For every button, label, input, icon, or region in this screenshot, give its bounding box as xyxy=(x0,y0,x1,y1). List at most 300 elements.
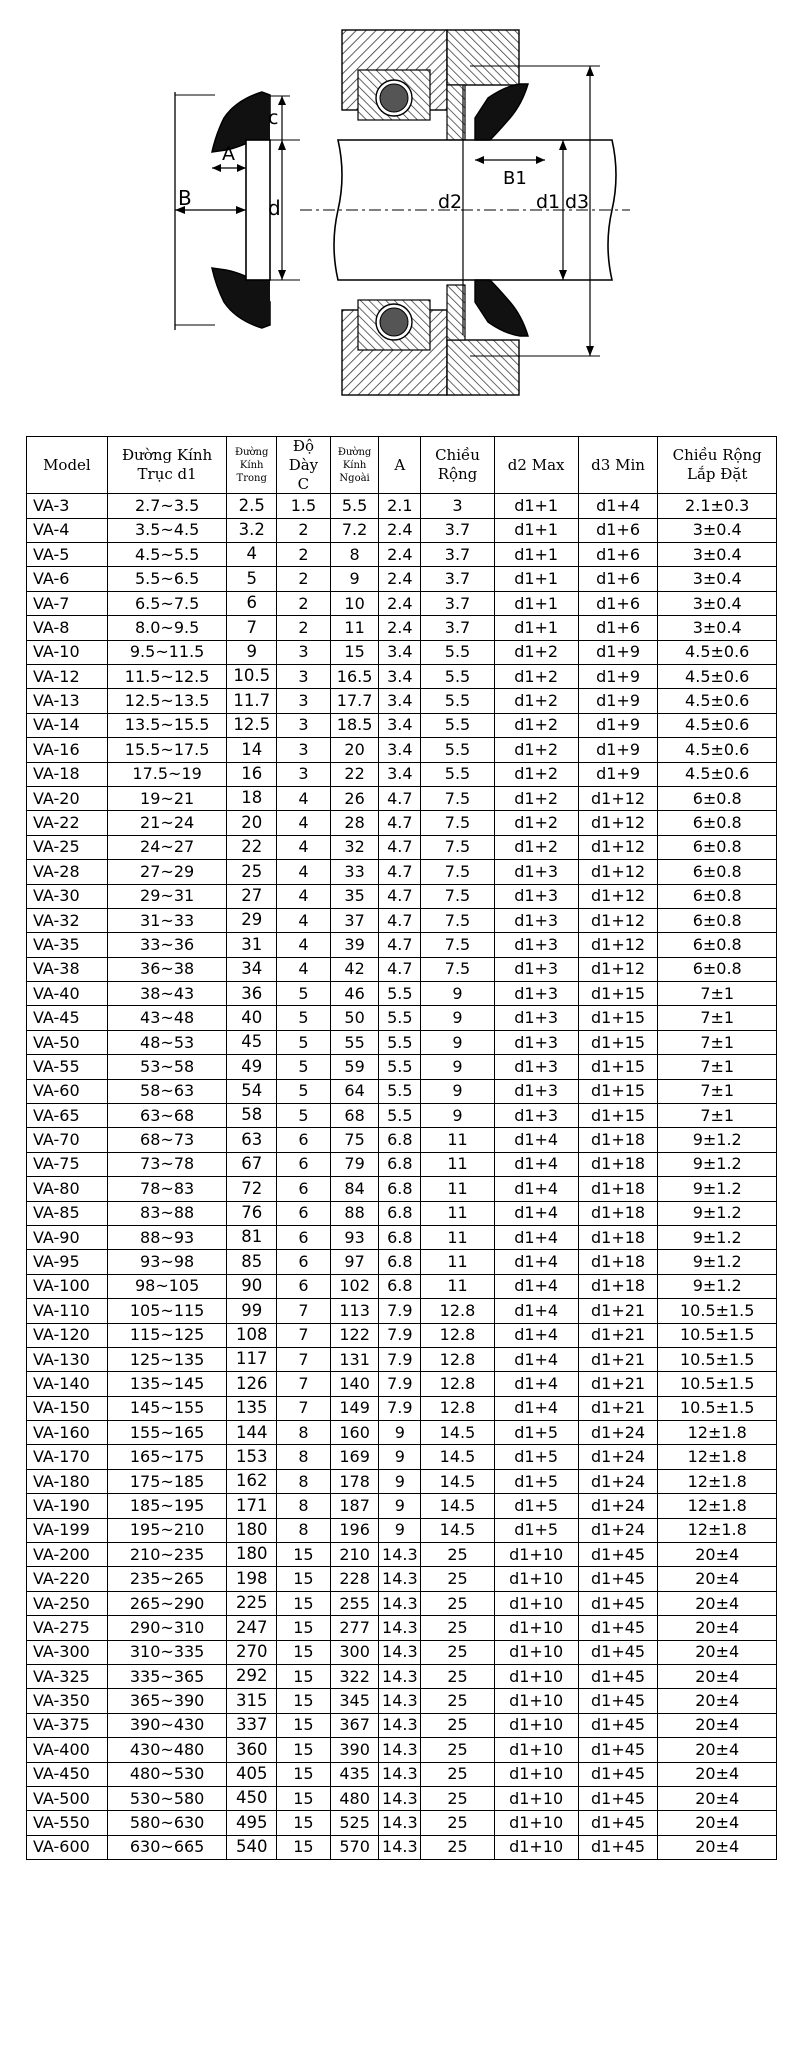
v-ring-cross-section xyxy=(175,92,300,330)
cell-a: 14.3 xyxy=(379,1835,421,1859)
cell-width: 7.5 xyxy=(421,835,494,859)
cell-outer-diameter: 50 xyxy=(330,1006,378,1030)
cell-install-width: 20±4 xyxy=(658,1738,777,1762)
cell-thickness: 5 xyxy=(276,1079,330,1103)
table-row xyxy=(27,1274,777,1298)
cell-install-width: 9±1.2 xyxy=(658,1225,777,1249)
table-row xyxy=(27,1128,777,1152)
table-row xyxy=(27,1518,777,1542)
cell-thickness: 15 xyxy=(276,1786,330,1810)
cell-d2-max: d1+4 xyxy=(494,1177,578,1201)
cell-install-width: 9±1.2 xyxy=(658,1128,777,1152)
header-d2-max: d2 Max xyxy=(494,437,578,494)
table-row xyxy=(27,884,777,908)
cell-d2-max: d1+1 xyxy=(494,591,578,615)
cell-d2-max: d1+2 xyxy=(494,640,578,664)
cell-width: 5.5 xyxy=(421,640,494,664)
cell-inner-diameter: 27 xyxy=(227,884,277,908)
cell-d3-min: d1+15 xyxy=(578,1104,658,1128)
cell-d3-min: d1+18 xyxy=(578,1152,658,1176)
cell-shaft-diameter: 27~29 xyxy=(107,860,227,884)
cell-outer-diameter: 46 xyxy=(330,982,378,1006)
cell-inner-diameter: 540 xyxy=(227,1835,277,1859)
cell-a: 6.8 xyxy=(379,1250,421,1274)
cell-d2-max: d1+10 xyxy=(494,1835,578,1859)
cell-a: 14.3 xyxy=(379,1811,421,1835)
cell-d3-min: d1+45 xyxy=(578,1640,658,1664)
cell-model: VA-160 xyxy=(27,1421,108,1445)
cell-width: 11 xyxy=(421,1128,494,1152)
cell-inner-diameter: 135 xyxy=(227,1396,277,1420)
cell-model: VA-220 xyxy=(27,1567,108,1591)
cell-a: 3.4 xyxy=(379,640,421,664)
cell-d2-max: d1+1 xyxy=(494,494,578,518)
table-row xyxy=(27,1567,777,1591)
cell-width: 25 xyxy=(421,1786,494,1810)
cell-shaft-diameter: 11.5~12.5 xyxy=(107,664,227,688)
cell-d3-min: d1+12 xyxy=(578,860,658,884)
table-row xyxy=(27,713,777,737)
cell-thickness: 15 xyxy=(276,1762,330,1786)
cell-a: 14.3 xyxy=(379,1713,421,1737)
cell-outer-diameter: 32 xyxy=(330,835,378,859)
cell-width: 12.8 xyxy=(421,1372,494,1396)
table-row xyxy=(27,640,777,664)
cell-thickness: 6 xyxy=(276,1274,330,1298)
cell-model: VA-200 xyxy=(27,1543,108,1567)
cell-install-width: 20±4 xyxy=(658,1543,777,1567)
table-row xyxy=(27,1591,777,1615)
cell-d2-max: d1+2 xyxy=(494,689,578,713)
cell-width: 7.5 xyxy=(421,957,494,981)
cell-install-width: 20±4 xyxy=(658,1567,777,1591)
cell-shaft-diameter: 4.5~5.5 xyxy=(107,543,227,567)
table-row xyxy=(27,1616,777,1640)
cell-inner-diameter: 45 xyxy=(227,1030,277,1054)
cell-outer-diameter: 390 xyxy=(330,1738,378,1762)
cell-model: VA-75 xyxy=(27,1152,108,1176)
header-shaft-diameter: Đường Kính Trục d1 xyxy=(107,437,227,494)
cell-thickness: 15 xyxy=(276,1640,330,1664)
header-outer-diameter: Đường Kính Ngoài xyxy=(330,437,378,494)
cell-d2-max: d1+2 xyxy=(494,811,578,835)
header-width: Chiều Rộng xyxy=(421,437,494,494)
cell-inner-diameter: 405 xyxy=(227,1762,277,1786)
cell-a: 2.1 xyxy=(379,494,421,518)
cell-inner-diameter: 108 xyxy=(227,1323,277,1347)
cell-model: VA-35 xyxy=(27,933,108,957)
cell-inner-diameter: 117 xyxy=(227,1347,277,1371)
label-c: c xyxy=(268,107,279,129)
cell-thickness: 4 xyxy=(276,811,330,835)
cell-d2-max: d1+10 xyxy=(494,1689,578,1713)
cell-shaft-diameter: 29~31 xyxy=(107,884,227,908)
cell-install-width: 6±0.8 xyxy=(658,835,777,859)
cell-width: 5.5 xyxy=(421,762,494,786)
table-row xyxy=(27,1445,777,1469)
cell-inner-diameter: 31 xyxy=(227,933,277,957)
cell-model: VA-7 xyxy=(27,591,108,615)
label-d3: d3 xyxy=(565,191,590,213)
cell-inner-diameter: 14 xyxy=(227,738,277,762)
cell-width: 7.5 xyxy=(421,811,494,835)
cell-shaft-diameter: 195~210 xyxy=(107,1518,227,1542)
cell-d3-min: d1+9 xyxy=(578,713,658,737)
cell-width: 14.5 xyxy=(421,1518,494,1542)
cell-a: 6.8 xyxy=(379,1201,421,1225)
cell-shaft-diameter: 310~335 xyxy=(107,1640,227,1664)
cell-shaft-diameter: 630~665 xyxy=(107,1835,227,1859)
label-d2: d2 xyxy=(438,191,463,213)
cell-install-width: 20±4 xyxy=(658,1616,777,1640)
cell-install-width: 4.5±0.6 xyxy=(658,713,777,737)
cell-shaft-diameter: 430~480 xyxy=(107,1738,227,1762)
cell-inner-diameter: 90 xyxy=(227,1274,277,1298)
cell-model: VA-500 xyxy=(27,1786,108,1810)
cell-model: VA-65 xyxy=(27,1104,108,1128)
cell-thickness: 5 xyxy=(276,1055,330,1079)
cell-outer-diameter: 178 xyxy=(330,1469,378,1493)
cell-shaft-diameter: 88~93 xyxy=(107,1225,227,1249)
table-row xyxy=(27,738,777,762)
cell-a: 4.7 xyxy=(379,908,421,932)
cell-thickness: 15 xyxy=(276,1811,330,1835)
cell-inner-diameter: 58 xyxy=(227,1104,277,1128)
cell-d3-min: d1+45 xyxy=(578,1835,658,1859)
cell-d3-min: d1+21 xyxy=(578,1372,658,1396)
cell-outer-diameter: 210 xyxy=(330,1543,378,1567)
cell-model: VA-90 xyxy=(27,1225,108,1249)
cell-shaft-diameter: 17.5~19 xyxy=(107,762,227,786)
cell-d3-min: d1+21 xyxy=(578,1323,658,1347)
cell-width: 3.7 xyxy=(421,616,494,640)
cell-inner-diameter: 171 xyxy=(227,1494,277,1518)
table-row xyxy=(27,908,777,932)
cell-width: 9 xyxy=(421,1006,494,1030)
cell-install-width: 10.5±1.5 xyxy=(658,1299,777,1323)
cell-outer-diameter: 228 xyxy=(330,1567,378,1591)
cell-a: 3.4 xyxy=(379,664,421,688)
cell-model: VA-22 xyxy=(27,811,108,835)
cell-outer-diameter: 255 xyxy=(330,1591,378,1615)
cell-width: 25 xyxy=(421,1811,494,1835)
cell-a: 5.5 xyxy=(379,1030,421,1054)
cell-install-width: 12±1.8 xyxy=(658,1494,777,1518)
cell-a: 9 xyxy=(379,1518,421,1542)
label-d: d xyxy=(268,196,281,220)
cell-width: 25 xyxy=(421,1591,494,1615)
cell-thickness: 15 xyxy=(276,1591,330,1615)
cell-install-width: 3±0.4 xyxy=(658,567,777,591)
cell-install-width: 9±1.2 xyxy=(658,1177,777,1201)
cell-inner-diameter: 36 xyxy=(227,982,277,1006)
cell-d3-min: d1+21 xyxy=(578,1299,658,1323)
cell-shaft-diameter: 83~88 xyxy=(107,1201,227,1225)
table-row xyxy=(27,1079,777,1103)
cell-shaft-diameter: 68~73 xyxy=(107,1128,227,1152)
cell-d2-max: d1+4 xyxy=(494,1299,578,1323)
cell-model: VA-38 xyxy=(27,957,108,981)
cell-a: 6.8 xyxy=(379,1128,421,1152)
cell-d3-min: d1+15 xyxy=(578,1030,658,1054)
cell-width: 3.7 xyxy=(421,518,494,542)
cell-a: 4.7 xyxy=(379,835,421,859)
cell-shaft-diameter: 210~235 xyxy=(107,1543,227,1567)
cell-d2-max: d1+5 xyxy=(494,1518,578,1542)
cell-outer-diameter: 93 xyxy=(330,1225,378,1249)
cell-d2-max: d1+4 xyxy=(494,1396,578,1420)
cell-a: 3.4 xyxy=(379,762,421,786)
cell-d2-max: d1+10 xyxy=(494,1567,578,1591)
cell-width: 5.5 xyxy=(421,664,494,688)
cell-model: VA-600 xyxy=(27,1835,108,1859)
cell-outer-diameter: 39 xyxy=(330,933,378,957)
cell-inner-diameter: 180 xyxy=(227,1543,277,1567)
cell-install-width: 4.5±0.6 xyxy=(658,664,777,688)
cell-thickness: 4 xyxy=(276,908,330,932)
cell-thickness: 8 xyxy=(276,1421,330,1445)
cell-outer-diameter: 97 xyxy=(330,1250,378,1274)
cell-d2-max: d1+1 xyxy=(494,543,578,567)
header-model: Model xyxy=(27,437,108,494)
cell-outer-diameter: 17.7 xyxy=(330,689,378,713)
cell-d3-min: d1+21 xyxy=(578,1396,658,1420)
cell-inner-diameter: 337 xyxy=(227,1713,277,1737)
cell-inner-diameter: 6 xyxy=(227,591,277,615)
cell-outer-diameter: 169 xyxy=(330,1445,378,1469)
cell-outer-diameter: 68 xyxy=(330,1104,378,1128)
cell-width: 25 xyxy=(421,1665,494,1689)
cell-shaft-diameter: 53~58 xyxy=(107,1055,227,1079)
cell-d3-min: d1+15 xyxy=(578,1055,658,1079)
cell-width: 9 xyxy=(421,982,494,1006)
cell-model: VA-350 xyxy=(27,1689,108,1713)
cell-inner-diameter: 5 xyxy=(227,567,277,591)
cell-d2-max: d1+5 xyxy=(494,1421,578,1445)
table-row xyxy=(27,1347,777,1371)
cell-d3-min: d1+24 xyxy=(578,1518,658,1542)
cell-outer-diameter: 16.5 xyxy=(330,664,378,688)
cell-d2-max: d1+3 xyxy=(494,908,578,932)
cell-thickness: 3 xyxy=(276,689,330,713)
cell-d3-min: d1+45 xyxy=(578,1786,658,1810)
table-row xyxy=(27,1421,777,1445)
cell-model: VA-60 xyxy=(27,1079,108,1103)
cell-outer-diameter: 140 xyxy=(330,1372,378,1396)
cell-a: 4.7 xyxy=(379,933,421,957)
cell-width: 11 xyxy=(421,1152,494,1176)
table-row xyxy=(27,518,777,542)
cell-inner-diameter: 85 xyxy=(227,1250,277,1274)
cell-a: 4.7 xyxy=(379,786,421,810)
cell-outer-diameter: 102 xyxy=(330,1274,378,1298)
cell-d2-max: d1+10 xyxy=(494,1616,578,1640)
table-row xyxy=(27,1250,777,1274)
cell-inner-diameter: 270 xyxy=(227,1640,277,1664)
cell-inner-diameter: 16 xyxy=(227,762,277,786)
table-row xyxy=(27,1835,777,1859)
cell-d3-min: d1+45 xyxy=(578,1543,658,1567)
cell-thickness: 7 xyxy=(276,1396,330,1420)
table-row xyxy=(27,1299,777,1323)
cell-d2-max: d1+3 xyxy=(494,884,578,908)
cell-shaft-diameter: 125~135 xyxy=(107,1347,227,1371)
cell-d2-max: d1+10 xyxy=(494,1738,578,1762)
cell-width: 3.7 xyxy=(421,543,494,567)
cell-d2-max: d1+3 xyxy=(494,982,578,1006)
cell-width: 5.5 xyxy=(421,689,494,713)
cell-thickness: 8 xyxy=(276,1518,330,1542)
cell-d2-max: d1+4 xyxy=(494,1372,578,1396)
cell-install-width: 12±1.8 xyxy=(658,1518,777,1542)
cell-d3-min: d1+12 xyxy=(578,957,658,981)
cell-d2-max: d1+2 xyxy=(494,835,578,859)
cell-outer-diameter: 435 xyxy=(330,1762,378,1786)
cell-install-width: 3±0.4 xyxy=(658,616,777,640)
cell-install-width: 20±4 xyxy=(658,1762,777,1786)
cell-d3-min: d1+12 xyxy=(578,786,658,810)
cell-width: 7.5 xyxy=(421,786,494,810)
table-row xyxy=(27,543,777,567)
cell-shaft-diameter: 38~43 xyxy=(107,982,227,1006)
cell-a: 4.7 xyxy=(379,811,421,835)
cell-outer-diameter: 300 xyxy=(330,1640,378,1664)
table-row xyxy=(27,1665,777,1689)
table-row xyxy=(27,1323,777,1347)
cell-outer-diameter: 131 xyxy=(330,1347,378,1371)
cell-width: 25 xyxy=(421,1616,494,1640)
cell-shaft-diameter: 5.5~6.5 xyxy=(107,567,227,591)
cell-install-width: 9±1.2 xyxy=(658,1274,777,1298)
cell-outer-diameter: 22 xyxy=(330,762,378,786)
cell-model: VA-275 xyxy=(27,1616,108,1640)
cell-model: VA-32 xyxy=(27,908,108,932)
cell-a: 5.5 xyxy=(379,1104,421,1128)
cell-a: 9 xyxy=(379,1494,421,1518)
cell-d3-min: d1+9 xyxy=(578,664,658,688)
cell-model: VA-20 xyxy=(27,786,108,810)
cell-thickness: 15 xyxy=(276,1567,330,1591)
cell-inner-diameter: 34 xyxy=(227,957,277,981)
cell-thickness: 4 xyxy=(276,860,330,884)
cell-model: VA-70 xyxy=(27,1128,108,1152)
cell-d2-max: d1+3 xyxy=(494,957,578,981)
cell-d2-max: d1+10 xyxy=(494,1762,578,1786)
cell-install-width: 6±0.8 xyxy=(658,884,777,908)
cell-outer-diameter: 33 xyxy=(330,860,378,884)
table-row xyxy=(27,957,777,981)
table-row xyxy=(27,1738,777,1762)
cell-d2-max: d1+10 xyxy=(494,1811,578,1835)
cell-shaft-diameter: 480~530 xyxy=(107,1762,227,1786)
cell-outer-diameter: 345 xyxy=(330,1689,378,1713)
cell-model: VA-55 xyxy=(27,1055,108,1079)
cell-d3-min: d1+24 xyxy=(578,1445,658,1469)
cell-width: 14.5 xyxy=(421,1421,494,1445)
cell-shaft-diameter: 175~185 xyxy=(107,1469,227,1493)
cell-width: 11 xyxy=(421,1225,494,1249)
v-ring-seal-diagram xyxy=(0,0,800,430)
cell-inner-diameter: 67 xyxy=(227,1152,277,1176)
v-ring-spec-table xyxy=(26,436,777,1860)
cell-inner-diameter: 25 xyxy=(227,860,277,884)
cell-thickness: 15 xyxy=(276,1835,330,1859)
cell-width: 9 xyxy=(421,1079,494,1103)
cell-outer-diameter: 88 xyxy=(330,1201,378,1225)
cell-install-width: 6±0.8 xyxy=(658,860,777,884)
cell-a: 6.8 xyxy=(379,1177,421,1201)
label-B1: B1 xyxy=(503,168,527,189)
cell-d2-max: d1+1 xyxy=(494,567,578,591)
cell-shaft-diameter: 8.0~9.5 xyxy=(107,616,227,640)
cell-outer-diameter: 367 xyxy=(330,1713,378,1737)
cell-inner-diameter: 76 xyxy=(227,1201,277,1225)
cell-d3-min: d1+9 xyxy=(578,762,658,786)
table-row xyxy=(27,1177,777,1201)
cell-width: 25 xyxy=(421,1543,494,1567)
table-row xyxy=(27,1494,777,1518)
cell-model: VA-6 xyxy=(27,567,108,591)
cell-a: 6.8 xyxy=(379,1152,421,1176)
cell-install-width: 20±4 xyxy=(658,1689,777,1713)
cell-shaft-diameter: 185~195 xyxy=(107,1494,227,1518)
cell-d3-min: d1+12 xyxy=(578,835,658,859)
cell-d3-min: d1+12 xyxy=(578,933,658,957)
cell-width: 9 xyxy=(421,1104,494,1128)
cell-install-width: 6±0.8 xyxy=(658,811,777,835)
cell-install-width: 3±0.4 xyxy=(658,518,777,542)
cell-d2-max: d1+10 xyxy=(494,1713,578,1737)
cell-shaft-diameter: 390~430 xyxy=(107,1713,227,1737)
cell-width: 25 xyxy=(421,1762,494,1786)
cell-model: VA-30 xyxy=(27,884,108,908)
cell-outer-diameter: 7.2 xyxy=(330,518,378,542)
cell-d3-min: d1+18 xyxy=(578,1128,658,1152)
cell-inner-diameter: 153 xyxy=(227,1445,277,1469)
cell-thickness: 6 xyxy=(276,1201,330,1225)
cell-d3-min: d1+6 xyxy=(578,543,658,567)
cell-model: VA-3 xyxy=(27,494,108,518)
cell-d2-max: d1+2 xyxy=(494,713,578,737)
cell-shaft-diameter: 105~115 xyxy=(107,1299,227,1323)
cell-d2-max: d1+10 xyxy=(494,1640,578,1664)
cell-a: 4.7 xyxy=(379,884,421,908)
table-row xyxy=(27,933,777,957)
cell-thickness: 4 xyxy=(276,835,330,859)
table-row xyxy=(27,1640,777,1664)
cell-d2-max: d1+5 xyxy=(494,1445,578,1469)
cell-width: 14.5 xyxy=(421,1469,494,1493)
cell-thickness: 7 xyxy=(276,1299,330,1323)
cell-inner-diameter: 49 xyxy=(227,1055,277,1079)
cell-a: 14.3 xyxy=(379,1543,421,1567)
cell-width: 25 xyxy=(421,1567,494,1591)
cell-inner-diameter: 63 xyxy=(227,1128,277,1152)
cell-model: VA-130 xyxy=(27,1347,108,1371)
cell-d3-min: d1+6 xyxy=(578,616,658,640)
cell-model: VA-400 xyxy=(27,1738,108,1762)
cell-outer-diameter: 18.5 xyxy=(330,713,378,737)
table-row xyxy=(27,835,777,859)
cell-model: VA-199 xyxy=(27,1518,108,1542)
cell-d3-min: d1+45 xyxy=(578,1591,658,1615)
cell-outer-diameter: 187 xyxy=(330,1494,378,1518)
cell-d3-min: d1+15 xyxy=(578,982,658,1006)
cell-a: 9 xyxy=(379,1421,421,1445)
cell-shaft-diameter: 43~48 xyxy=(107,1006,227,1030)
cell-model: VA-250 xyxy=(27,1591,108,1615)
cell-install-width: 7±1 xyxy=(658,982,777,1006)
